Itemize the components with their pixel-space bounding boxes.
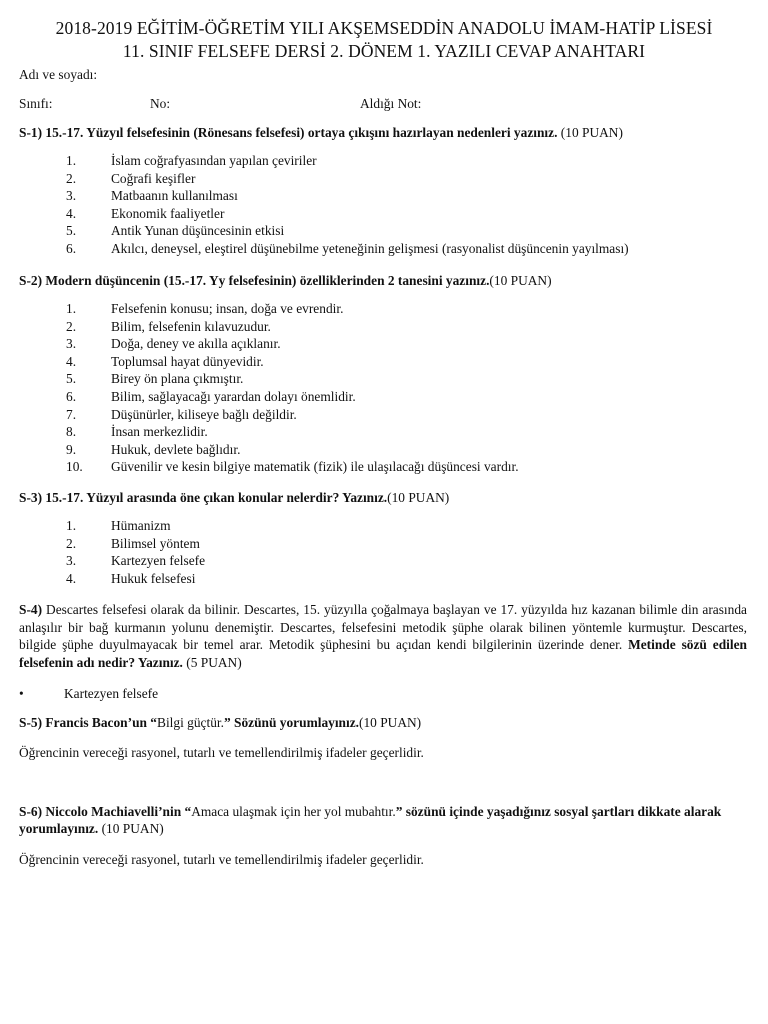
question-4-answer: Kartezyen felsefe (64, 686, 159, 701)
student-class-label: Sınıfı: (19, 96, 53, 111)
document-title-line2: 11. SINIF FELSEFE DERSİ 2. DÖNEM 1. YAZILI CEVAP ANAHTARI (122, 41, 646, 61)
student-name-label: Adı ve soyadı: (19, 67, 98, 82)
answer-number: 3. (66, 336, 77, 352)
answer-text: Felsefenin konusu; insan, doğa ve evrendir. (111, 301, 344, 316)
answer-text: Kartezyen felsefe (111, 553, 206, 569)
answer-text: Bilim, sağlayacağı yarardan dolayı önemlidir. (111, 389, 356, 404)
answer-number: 9. (66, 441, 77, 457)
answer-number: 1. (66, 153, 77, 168)
answer-number: 4. (66, 570, 77, 586)
answer-number: 2. (66, 170, 77, 186)
answer-text: Birey ön plana çıkmıştır. (111, 371, 244, 387)
question-6-points: (10 PUAN) (101, 821, 164, 836)
document-title-line1: 2018-2019 EĞİTİM-ÖĞRETİM YILI AKŞEMSEDDİN ANADOLU İMAM-HATİP LİSESİ (55, 18, 713, 38)
answer-text: Coğrafi keşifler (111, 170, 196, 186)
answer-number: 3. (66, 188, 77, 204)
answer-text: Matbaanın kullanılması (111, 188, 238, 204)
answer-text: Hümanizm (111, 518, 171, 533)
answer-number: 4. (66, 353, 77, 369)
question-6-answer: Öğrencinin vereceği rasyonel, tutarlı ve temellendirilmiş ifadeler geçerlidir. (19, 852, 424, 867)
question-1-text: S-1) 15.-17. Yüzyıl felsefesinin (Rönesans felsefesi) ortaya çıkışını hazırlayan nedenleri yazınız. (19, 125, 558, 140)
question-6-prefix: S-6) Niccolo Machiavelli’nin “ (19, 804, 192, 819)
question-5-suffix: ” Sözünü yorumlayınız. (223, 715, 360, 730)
question-4 (19, 601, 747, 671)
answer-text: Güvenilir ve kesin bilgiye matematik (fizik) ile ulaşılacağı düşüncesi vardır. (111, 459, 519, 475)
answer-number: 4. (66, 205, 77, 221)
answer-number: 5. (66, 371, 77, 387)
question-5-quote: Bilgi güçtür. (157, 715, 224, 730)
answer-text: Antik Yunan düşüncesinin etkisi (111, 223, 285, 239)
answer-text: Hukuk felsefesi (111, 570, 196, 586)
answer-text: Akılcı, deneysel, eleştirel düşünebilme yeteneğinin gelişmesi (rasyonalist düşüncenin yayılması) (111, 241, 629, 256)
answer-number: 3. (66, 553, 77, 569)
question-6 (19, 803, 745, 837)
question-1-points: (10 PUAN) (560, 125, 623, 140)
answer-number: 2. (66, 535, 77, 551)
question-4-body: Descartes felsefesi olarak da bilinir. Descartes, 15. yüzyılla çoğalmaya başlayan ve 17. yüzyılda hız kazanan bilimle din arasında anlaşılır bir bağ kurmanın yolunu denemiştir. Descartes, felsefesini metodik şüphe olarak bilinen yöntemle kurmuştur. Descartes, bilgide şüphe duyulmayacak bir temel arar. Metodik şüphesini bu açıdan kendi bilgilerinin üzerinde dener. (19, 602, 747, 653)
question-3-points: (10 PUAN) (387, 490, 450, 505)
answer-text: Toplumsal hayat dünyevidir. (111, 353, 264, 369)
question-6-quote: Amaca ulaşmak için her yol mubahtır. (191, 804, 396, 819)
question-2 (19, 272, 745, 289)
question-4-answer-bullet: • (19, 686, 24, 701)
answer-text: İnsan merkezlidir. (111, 424, 208, 440)
question-2-points: (10 PUAN) (489, 273, 552, 288)
question-4-question: Metinde sözü edilen felsefenin adı nedir? Yazınız. (19, 637, 747, 670)
answer-text: Doğa, deney ve akılla açıklanır. (111, 336, 281, 352)
question-3-text: S-3) 15.-17. Yüzyıl arasında öne çıkan konular nelerdir? Yazınız. (19, 490, 388, 505)
answer-text: Hukuk, devlete bağlıdır. (111, 441, 241, 457)
answer-number: 2. (66, 318, 77, 334)
question-2-text: S-2) Modern düşüncenin (15.-17. Yy felsefesinin) özelliklerinden 2 tanesini yazınız. (19, 273, 490, 288)
answer-text: Düşünürler, kiliseye bağlı değildir. (111, 406, 297, 422)
answer-number: 5. (66, 223, 77, 239)
student-no-label: No: (150, 96, 171, 111)
question-4-label: S-4) (19, 602, 43, 617)
question-6-suffix: ” sözünü içinde yaşadığınız sosyal şartları dikkate alarak yorumlayınız. (19, 804, 722, 836)
answer-text: Bilim, felsefenin kılavuzudur. (111, 318, 271, 334)
answer-number: 8. (66, 424, 77, 440)
answer-number: 6. (66, 389, 77, 404)
question-5 (19, 714, 745, 731)
answer-text: Bilimsel yöntem (111, 535, 200, 551)
answer-number: 1. (66, 518, 77, 533)
answer-number: 10. (66, 459, 83, 475)
question-1 (19, 124, 745, 141)
answer-text: Ekonomik faaliyetler (111, 205, 225, 221)
answer-number: 7. (66, 406, 77, 422)
student-grade-label: Aldığı Not: (360, 96, 422, 111)
answer-number: 1. (66, 301, 77, 316)
question-3 (19, 489, 745, 506)
question-5-points: (10 PUAN) (359, 715, 422, 730)
question-5-prefix: S-5) Francis Bacon’un “ (19, 715, 158, 730)
question-4-points: (5 PUAN) (186, 654, 242, 670)
question-5-answer: Öğrencinin vereceği rasyonel, tutarlı ve temellendirilmiş ifadeler geçerlidir. (19, 745, 424, 760)
answer-number: 6. (66, 241, 77, 256)
answer-text: İslam coğrafyasından yapılan çeviriler (111, 153, 317, 168)
